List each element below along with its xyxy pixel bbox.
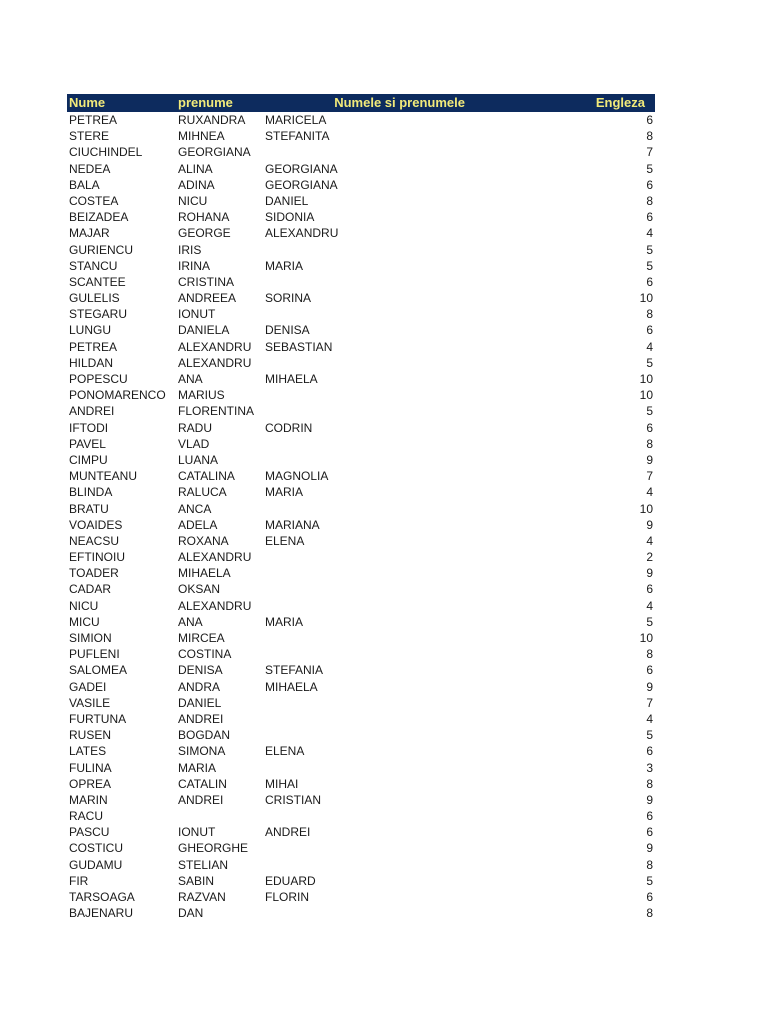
cell-al-doilea-prenume	[265, 630, 395, 646]
cell-prenume: ALEXANDRU	[178, 339, 252, 354]
cell-al-doilea-prenume	[265, 905, 395, 921]
cell-prenume: ANA	[178, 372, 203, 386]
table-row	[67, 614, 655, 630]
cell-engleza: 5	[646, 614, 653, 629]
cell-nume: MICU	[69, 614, 100, 629]
cell-prenume: STELIAN	[178, 857, 229, 872]
table-row	[67, 177, 655, 193]
cell-nume: BALA	[69, 177, 100, 192]
cell-prenume: ANDREI	[178, 792, 224, 807]
cell-al-doilea-prenume: MIHAI	[265, 776, 299, 791]
table-row	[67, 760, 655, 776]
cell-prenume: ROXANA	[178, 533, 229, 548]
cell-engleza: 4	[646, 339, 653, 354]
table-row	[67, 225, 655, 241]
table-row	[67, 679, 655, 695]
cell-al-doilea-prenume: EDUARD	[265, 873, 316, 888]
table-row	[67, 630, 655, 646]
cell-engleza: 10	[639, 388, 653, 403]
cell-prenume: MARIUS	[178, 388, 225, 403]
cell-engleza: 5	[646, 355, 653, 370]
cell-prenume: MIHNEA	[178, 129, 225, 144]
cell-engleza: 8	[646, 193, 653, 208]
cell-prenume: GEORGE	[178, 226, 231, 241]
cell-prenume: OKSAN	[178, 582, 221, 597]
cell-al-doilea-prenume: ELENA	[265, 744, 305, 759]
cell-engleza: 6	[646, 663, 653, 678]
table-row	[67, 727, 655, 743]
cell-nume: GURIENCU	[69, 242, 134, 257]
table-row	[67, 840, 655, 856]
cell-al-doilea-prenume: ANDREI	[265, 825, 311, 840]
cell-nume: STANCU	[69, 258, 118, 273]
table-body	[67, 112, 655, 921]
cell-engleza: 9	[646, 792, 653, 807]
cell-nume: FIR	[69, 873, 89, 888]
cell-nume: GULELIS	[69, 291, 120, 306]
cell-prenume	[178, 808, 265, 824]
cell-nume: SCANTEE	[69, 274, 126, 289]
cell-prenume: ANA	[178, 614, 203, 629]
table-row	[67, 387, 655, 403]
cell-engleza: 3	[646, 760, 653, 775]
table-row	[67, 322, 655, 338]
cell-nume: COSTEA	[69, 193, 119, 208]
cell-engleza: 6	[646, 825, 653, 840]
cell-engleza: 6	[646, 177, 653, 192]
cell-prenume: DENISA	[178, 663, 223, 678]
cell-al-doilea-prenume	[265, 501, 395, 517]
cell-prenume: CRISTINA	[178, 274, 235, 289]
cell-engleza: 6	[646, 809, 653, 824]
cell-al-doilea-prenume: CODRIN	[265, 420, 313, 435]
cell-engleza: 9	[646, 517, 653, 532]
cell-prenume: GHEORGHE	[178, 841, 249, 856]
cell-nume: BEIZADEA	[69, 210, 129, 225]
cell-prenume: VLAD	[178, 436, 210, 451]
cell-al-doilea-prenume: STEFANITA	[265, 129, 330, 144]
table-row	[67, 371, 655, 387]
cell-prenume: COSTINA	[178, 647, 232, 662]
cell-engleza: 5	[646, 404, 653, 419]
cell-nume: FURTUNA	[69, 711, 127, 726]
cell-engleza: 5	[646, 242, 653, 257]
cell-nume: BRATU	[69, 501, 109, 516]
cell-prenume: MIHAELA	[178, 566, 231, 581]
table-row	[67, 824, 655, 840]
cell-prenume: GEORGIANA	[178, 145, 251, 160]
cell-engleza: 2	[646, 550, 653, 565]
cell-nume: SIMION	[69, 631, 112, 645]
cell-prenume: RUXANDRA	[178, 113, 246, 127]
cell-prenume: IRIS	[178, 242, 202, 257]
cell-prenume: LUANA	[178, 452, 219, 467]
cell-prenume: BOGDAN	[178, 728, 231, 743]
table-row	[67, 517, 655, 533]
cell-al-doilea-prenume: DENISA	[265, 323, 310, 338]
header-prenume: prenume	[178, 95, 233, 110]
cell-prenume: ANDREEA	[178, 291, 237, 306]
cell-engleza: 4	[646, 226, 653, 241]
cell-nume: VASILE	[69, 695, 111, 710]
cell-prenume: RALUCA	[178, 485, 227, 500]
cell-al-doilea-prenume: GEORGIANA	[265, 161, 338, 176]
cell-prenume: RAZVAN	[178, 890, 226, 904]
table-row	[67, 193, 655, 209]
cell-prenume: ADELA	[178, 517, 218, 532]
cell-prenume: ANCA	[178, 501, 212, 516]
table-row	[67, 549, 655, 565]
cell-prenume: IONUT	[178, 825, 216, 840]
cell-nume: NEACSU	[69, 533, 120, 548]
table-row	[67, 711, 655, 727]
cell-al-doilea-prenume: ALEXANDRU	[265, 226, 339, 241]
cell-al-doilea-prenume: MARIANA	[265, 517, 320, 532]
cell-prenume: IONUT	[178, 307, 216, 322]
cell-engleza: 4	[646, 533, 653, 548]
table-row	[67, 258, 655, 274]
cell-nume: NEDEA	[69, 161, 111, 176]
cell-prenume: CATALINA	[178, 469, 235, 484]
cell-nume: RUSEN	[69, 728, 112, 743]
cell-nume: TOADER	[69, 566, 119, 581]
table-header	[67, 94, 655, 112]
cell-prenume: IRINA	[178, 258, 211, 273]
cell-prenume: ALEXANDRU	[178, 550, 252, 565]
cell-al-doilea-prenume: MARIA	[265, 614, 304, 629]
header-nume: Nume	[69, 95, 106, 110]
cell-engleza: 8	[646, 647, 653, 662]
cell-engleza: 8	[646, 857, 653, 872]
cell-engleza: 4	[646, 711, 653, 726]
cell-nume: GUDAMU	[69, 857, 123, 872]
cell-al-doilea-prenume	[265, 711, 395, 727]
table-row	[67, 581, 655, 597]
table-row	[67, 112, 655, 128]
cell-al-doilea-prenume: SEBASTIAN	[265, 339, 333, 354]
cell-engleza: 6	[646, 274, 653, 289]
table-row	[67, 889, 655, 905]
cell-al-doilea-prenume	[265, 646, 395, 662]
cell-nume: OPREA	[69, 776, 112, 791]
cell-al-doilea-prenume	[265, 581, 395, 597]
cell-nume: BAJENARU	[69, 906, 134, 921]
cell-nume: TARSOAGA	[69, 890, 135, 904]
table-row	[67, 128, 655, 144]
cell-nume: PETREA	[69, 339, 118, 354]
cell-engleza: 4	[646, 598, 653, 613]
cell-engleza: 8	[646, 436, 653, 451]
cell-nume: LATES	[69, 744, 107, 759]
table-row	[67, 161, 655, 177]
cell-prenume: CATALIN	[178, 776, 227, 791]
table-row	[67, 662, 655, 678]
cell-prenume: ROHANA	[178, 210, 230, 225]
cell-nume: CIMPU	[69, 452, 108, 467]
table-row	[67, 144, 655, 160]
cell-engleza: 9	[646, 452, 653, 467]
cell-nume: SALOMEA	[69, 663, 128, 678]
cell-nume: PASCU	[69, 825, 110, 840]
cell-al-doilea-prenume	[265, 727, 395, 743]
cell-nume: IFTODI	[69, 420, 109, 435]
cell-prenume: ALEXANDRU	[178, 355, 252, 370]
cell-nume: PAVEL	[69, 436, 106, 451]
table-row	[67, 209, 655, 225]
table-row	[67, 501, 655, 517]
cell-engleza: 6	[646, 113, 653, 127]
cell-al-doilea-prenume	[265, 355, 395, 371]
cell-engleza: 7	[646, 695, 653, 710]
cell-al-doilea-prenume	[265, 549, 395, 565]
cell-prenume: MIRCEA	[178, 631, 225, 645]
cell-engleza: 10	[639, 631, 653, 645]
cell-al-doilea-prenume: MARICELA	[265, 113, 327, 127]
cell-nume: PETREA	[69, 113, 118, 127]
cell-nume: COSTICU	[69, 841, 123, 856]
grades-table	[67, 94, 655, 921]
table-row	[67, 484, 655, 500]
header-numele-si-prenumele: Numele si prenumele	[334, 95, 465, 110]
table-row	[67, 905, 655, 921]
cell-prenume: MARIA	[178, 760, 217, 775]
cell-nume: POPESCU	[69, 372, 128, 386]
cell-al-doilea-prenume	[265, 144, 395, 160]
cell-nume: FULINA	[69, 760, 112, 775]
cell-engleza: 8	[646, 906, 653, 921]
table-row	[67, 743, 655, 759]
cell-engleza: 6	[646, 210, 653, 225]
cell-nume: BLINDA	[69, 485, 113, 500]
cell-al-doilea-prenume	[265, 857, 395, 873]
table-row	[67, 403, 655, 419]
cell-nume: EFTINOIU	[69, 550, 125, 565]
table-row	[67, 355, 655, 371]
cell-nume: GADEI	[69, 679, 107, 694]
cell-prenume: ADINA	[178, 177, 215, 192]
cell-al-doilea-prenume: MAGNOLIA	[265, 469, 329, 484]
cell-engleza: 8	[646, 776, 653, 791]
cell-al-doilea-prenume: SORINA	[265, 291, 312, 306]
cell-engleza: 6	[646, 582, 653, 597]
cell-nume: PUFLENI	[69, 647, 120, 662]
cell-nume: ANDREI	[69, 404, 115, 419]
table-row	[67, 468, 655, 484]
cell-al-doilea-prenume	[265, 387, 395, 403]
cell-al-doilea-prenume: DANIEL	[265, 193, 309, 208]
cell-nume: MAJAR	[69, 226, 110, 241]
cell-al-doilea-prenume: STEFANIA	[265, 663, 324, 678]
cell-prenume: ANDREI	[178, 711, 224, 726]
cell-al-doilea-prenume	[265, 452, 395, 468]
table-row	[67, 420, 655, 436]
cell-engleza: 5	[646, 161, 653, 176]
cell-nume: STEGARU	[69, 307, 128, 322]
table-row	[67, 339, 655, 355]
cell-engleza: 6	[646, 420, 653, 435]
cell-engleza: 9	[646, 679, 653, 694]
cell-engleza: 10	[639, 372, 653, 386]
cell-prenume: ALEXANDRU	[178, 598, 252, 613]
cell-prenume: SABIN	[178, 873, 215, 888]
cell-al-doilea-prenume	[265, 760, 395, 776]
cell-al-doilea-prenume: CRISTIAN	[265, 792, 322, 807]
cell-al-doilea-prenume	[265, 695, 395, 711]
table-row	[67, 695, 655, 711]
cell-prenume: RADU	[178, 420, 213, 435]
cell-al-doilea-prenume	[265, 306, 395, 322]
cell-al-doilea-prenume: MARIA	[265, 485, 304, 500]
cell-prenume: ANDRA	[178, 679, 221, 694]
table-row	[67, 598, 655, 614]
header-engleza: Engleza	[595, 95, 645, 110]
table-row	[67, 290, 655, 306]
cell-al-doilea-prenume	[265, 436, 395, 452]
cell-prenume: DAN	[178, 906, 204, 921]
table-row	[67, 646, 655, 662]
table-row	[67, 808, 655, 824]
cell-engleza: 9	[646, 566, 653, 581]
cell-prenume: NICU	[178, 193, 208, 208]
cell-nume: CADAR	[69, 582, 112, 597]
cell-engleza: 9	[646, 841, 653, 856]
cell-engleza: 8	[646, 307, 653, 322]
cell-engleza: 7	[646, 145, 653, 160]
cell-al-doilea-prenume: MIHAELA	[265, 372, 318, 386]
cell-engleza: 6	[646, 890, 653, 904]
cell-al-doilea-prenume	[265, 274, 395, 290]
cell-engleza: 6	[646, 744, 653, 759]
cell-al-doilea-prenume	[265, 840, 395, 856]
cell-nume: MUNTEANU	[69, 469, 137, 484]
table-row	[67, 452, 655, 468]
cell-engleza: 8	[646, 129, 653, 144]
table-row	[67, 306, 655, 322]
cell-nume: VOAIDES	[69, 517, 123, 532]
cell-engleza: 6	[646, 323, 653, 338]
table-row	[67, 565, 655, 581]
cell-al-doilea-prenume: MARIA	[265, 258, 304, 273]
table-row	[67, 274, 655, 290]
cell-prenume: DANIELA	[178, 323, 230, 338]
cell-al-doilea-prenume: GEORGIANA	[265, 177, 338, 192]
cell-nume: NICU	[69, 598, 99, 613]
cell-nume: MARIN	[69, 792, 108, 807]
cell-nume: CIUCHINDEL	[69, 145, 143, 160]
cell-al-doilea-prenume	[265, 242, 395, 258]
cell-al-doilea-prenume	[265, 403, 395, 419]
cell-al-doilea-prenume: SIDONIA	[265, 210, 315, 225]
cell-prenume: ALINA	[178, 161, 213, 176]
table-row	[67, 857, 655, 873]
cell-prenume: DANIEL	[178, 695, 222, 710]
cell-al-doilea-prenume: FLORIN	[265, 890, 310, 904]
table-row	[67, 776, 655, 792]
cell-al-doilea-prenume	[265, 598, 395, 614]
cell-nume: HILDAN	[69, 355, 114, 370]
cell-nume: PONOMARENCO	[69, 388, 166, 403]
cell-engleza: 5	[646, 873, 653, 888]
cell-engleza: 10	[639, 291, 653, 306]
table-row	[67, 533, 655, 549]
cell-al-doilea-prenume	[265, 565, 395, 581]
cell-al-doilea-prenume: ELENA	[265, 533, 305, 548]
cell-nume: STERE	[69, 129, 110, 144]
table-row	[67, 436, 655, 452]
cell-engleza: 10	[639, 501, 653, 516]
cell-nume: LUNGU	[69, 323, 112, 338]
cell-al-doilea-prenume: MIHAELA	[265, 679, 318, 694]
table-row	[67, 873, 655, 889]
cell-engleza: 4	[646, 485, 653, 500]
table-row	[67, 792, 655, 808]
table-row	[67, 242, 655, 258]
cell-engleza: 5	[646, 258, 653, 273]
cell-prenume: FLORENTINA	[178, 404, 255, 419]
cell-engleza: 7	[646, 469, 653, 484]
cell-prenume: SIMONA	[178, 744, 226, 759]
cell-nume: RACU	[69, 809, 104, 824]
cell-engleza: 5	[646, 728, 653, 743]
cell-al-doilea-prenume	[265, 808, 395, 824]
